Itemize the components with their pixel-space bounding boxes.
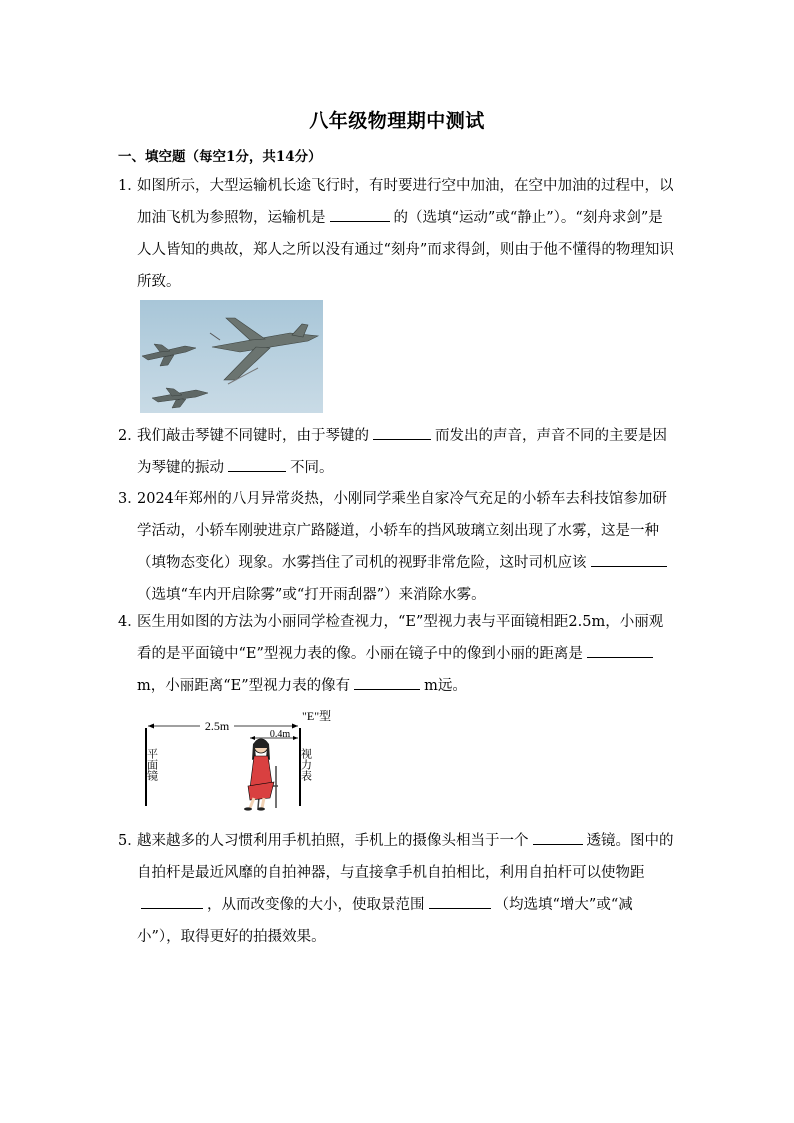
question-text: 的（选填“运动”或“静止”）。“刻舟求剑”是人人皆知的典故，郑人之所以没有通过“刻舟”而求得剑，则由于他不懂得的物理知识所致。 <box>137 210 674 290</box>
question-number: 1． <box>118 178 142 194</box>
page-title: 八年级物理期中测试 <box>309 110 485 132</box>
answer-blank[interactable] <box>587 639 653 658</box>
eye-test-diagram <box>140 708 340 812</box>
eye-chart-label: "E"型 <box>302 709 332 723</box>
question-text: （均选填“增大”或“减小”），取得更好的拍摄效果。 <box>137 897 633 945</box>
question-text: 透镜。图中的自拍杆是最近风靡的自拍神器，与直接拿手机自拍相比，利用自拍杆可以使物距 <box>137 833 674 881</box>
question-text: 不同。 <box>290 460 334 476</box>
question-text: 2024年郑州的八月异常炎热，小刚同学乘坐自家冷气充足的小轿车去科技馆参加研学活动，小轿车刚驶进京广路隧道，小轿车的挡风玻璃立刻出现了水雾，这是一种（填物态变化）现象。水雾挡住了司机的视野非常危险，这时司机应该 <box>137 491 667 571</box>
answer-blank[interactable] <box>354 671 420 690</box>
question-text: m，小丽距离“E”型视力表的像有 <box>137 678 351 694</box>
question-2 <box>118 420 676 484</box>
question-text: （选填“车内开启除雾”或“打开雨刮器”）来消除水雾。 <box>137 587 486 603</box>
question-text: 我们敲击琴键不同键时，由于琴键的 <box>137 428 369 444</box>
section-heading: 一、填空题（每空1分，共14分） <box>118 149 322 165</box>
answer-blank[interactable] <box>373 421 431 440</box>
question-text: ，从而改变像的大小，使取景范围 <box>207 897 425 913</box>
answer-blank[interactable] <box>533 826 583 845</box>
question-number: 4． <box>118 614 142 630</box>
question-text: 越来越多的人习惯利用手机拍照，手机上的摄像头相当于一个 <box>137 833 529 849</box>
question-text: m远。 <box>424 678 467 694</box>
question-3 <box>118 483 676 611</box>
answer-blank[interactable] <box>141 890 203 909</box>
question-number: 2． <box>118 428 142 444</box>
seated-girl-icon <box>244 739 278 811</box>
question-text: 如图所示，大型运输机长途飞行时，有时要进行空中加油，在空中加油的过程中，以加油飞机为参照物，运输机是 <box>137 178 674 226</box>
question-1 <box>118 170 676 298</box>
distance-label-total: 2.5m <box>204 719 230 733</box>
question-4 <box>118 606 676 702</box>
question-5 <box>118 825 676 953</box>
aerial-refueling-photo <box>140 300 323 413</box>
mirror-label: 平面镜 <box>145 748 159 781</box>
answer-blank[interactable] <box>591 548 667 567</box>
question-number: 3． <box>118 491 142 507</box>
question-number: 5． <box>118 833 142 849</box>
answer-blank[interactable] <box>330 203 390 222</box>
question-text: 医生用如图的方法为小丽同学检查视力，“E”型视力表与平面镜相距2.5m，小丽观看的是平面镜中“E”型视力表的像。小丽在镜子中的像到小丽的距离是 <box>137 614 664 662</box>
answer-blank[interactable] <box>429 890 491 909</box>
question-text: 而发出的声音，声音不同的主要是因为琴键的振动 <box>137 428 667 476</box>
distance-label-small: 0.4m <box>269 729 291 740</box>
eye-chart-vertical-label: 视力表 <box>299 748 313 781</box>
answer-blank[interactable] <box>228 453 286 472</box>
